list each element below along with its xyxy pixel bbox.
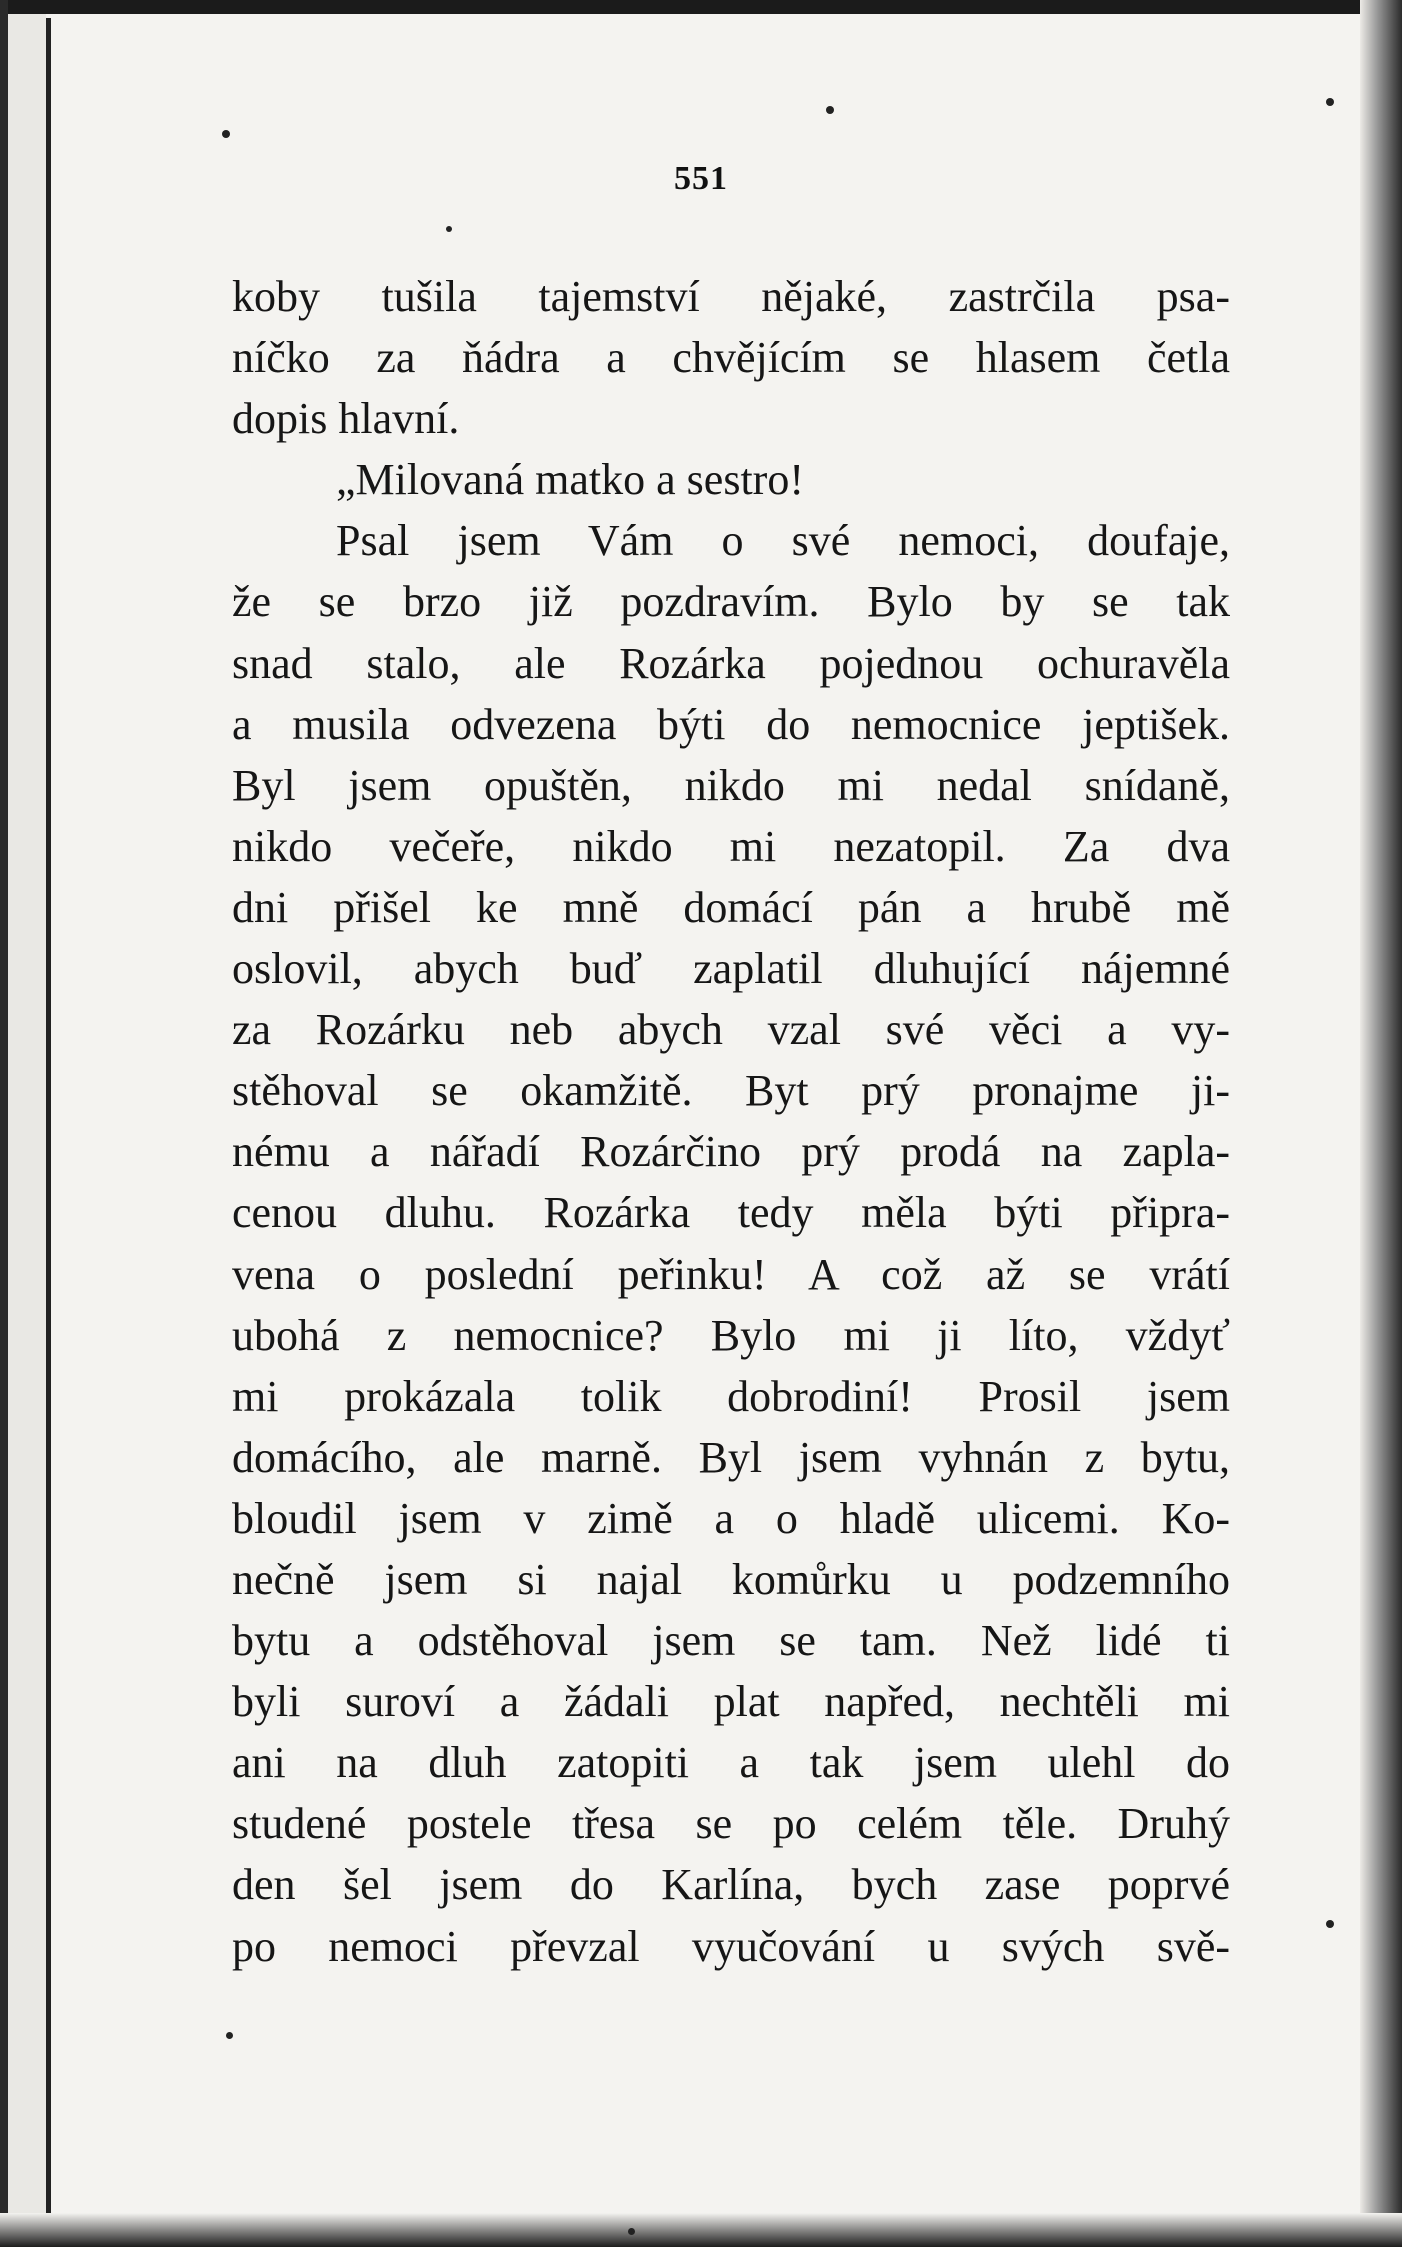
ink-speck bbox=[446, 226, 452, 232]
text-line: „Milovaná matko a sestro! bbox=[336, 455, 804, 505]
scan-edge-left bbox=[0, 0, 8, 2247]
binding-shadow bbox=[8, 14, 46, 2247]
text-line: že se brzo již pozdravím. Bylo by se tak bbox=[232, 577, 1230, 627]
text-line: mi prokázala tolik dobrodiní! Prosil jsem bbox=[232, 1371, 1230, 1421]
text-line: cenou dluhu. Rozárka tedy měla býti připra- bbox=[232, 1188, 1230, 1238]
text-line: den šel jsem do Karlína, bych zase poprvé bbox=[232, 1860, 1230, 1910]
scan-edge-top bbox=[0, 0, 1402, 14]
text-line: koby tušila tajemství nějaké, zastrčila psa- bbox=[232, 272, 1230, 321]
text-line: dopis hlavní. bbox=[232, 394, 460, 444]
ink-speck bbox=[1326, 98, 1334, 106]
text-line: Psal jsem Vám o své nemoci, doufaje, bbox=[336, 516, 1230, 566]
ink-speck bbox=[222, 130, 230, 138]
text-line: za Rozárku neb abych vzal své věci a vy- bbox=[232, 1005, 1230, 1055]
text-line: ubohá z nemocnice? Bylo mi ji líto, vždyť bbox=[232, 1310, 1230, 1360]
text-line: vena o poslední peřinku! A což až se vrátí bbox=[232, 1249, 1230, 1299]
ink-speck bbox=[1326, 1920, 1334, 1928]
text-line: oslovil, abych buď zaplatil dluhující nájemné bbox=[232, 944, 1230, 994]
text-line: stěhoval se okamžitě. Byt prý pronajme ji- bbox=[232, 1066, 1230, 1116]
scan-edge-right bbox=[1360, 0, 1402, 2247]
text-line: dni přišel ke mně domácí pán a hrubě mě bbox=[232, 882, 1230, 932]
text-line: Byl jsem opuštěn, nikdo mi nedal snídaně, bbox=[232, 760, 1230, 810]
text-line: nému a nářadí Rozárčino prý prodá na zapla- bbox=[232, 1127, 1230, 1177]
text-line: po nemoci převzal vyučování u svých svě- bbox=[232, 1921, 1230, 1971]
text-line: bytu a odstěhoval jsem se tam. Než lidé ti bbox=[232, 1616, 1230, 1666]
text-line: ani na dluh zatopiti a tak jsem ulehl do bbox=[232, 1738, 1230, 1788]
text-line: domácího, ale marně. Byl jsem vyhnán z bytu, bbox=[232, 1432, 1230, 1482]
text-line: byli suroví a žádali plat napřed, nechtěli mi bbox=[232, 1677, 1230, 1727]
scan-edge-bottom bbox=[0, 2213, 1402, 2247]
ink-speck bbox=[226, 2032, 233, 2039]
ink-speck bbox=[628, 2228, 635, 2235]
page-number: 551 bbox=[674, 160, 728, 197]
ink-speck bbox=[826, 106, 834, 114]
text-line: studené postele třesa se po celém těle. Druhý bbox=[232, 1799, 1230, 1849]
text-line: snad stalo, ale Rozárka pojednou ochuravěla bbox=[232, 638, 1230, 688]
text-line: nikdo večeře, nikdo mi nezatopil. Za dva bbox=[232, 821, 1230, 871]
page-body-text bbox=[232, 266, 1230, 1977]
binding-line bbox=[46, 18, 51, 2218]
text-line: níčko za ňádra a chvějícím se hlasem četla bbox=[232, 333, 1230, 383]
text-line: nečně jsem si najal komůrku u podzemního bbox=[232, 1554, 1230, 1604]
text-line: bloudil jsem v zimě a o hladě ulicemi. Ko- bbox=[232, 1493, 1230, 1543]
text-line: a musila odvezena býti do nemocnice jeptišek. bbox=[232, 699, 1230, 749]
